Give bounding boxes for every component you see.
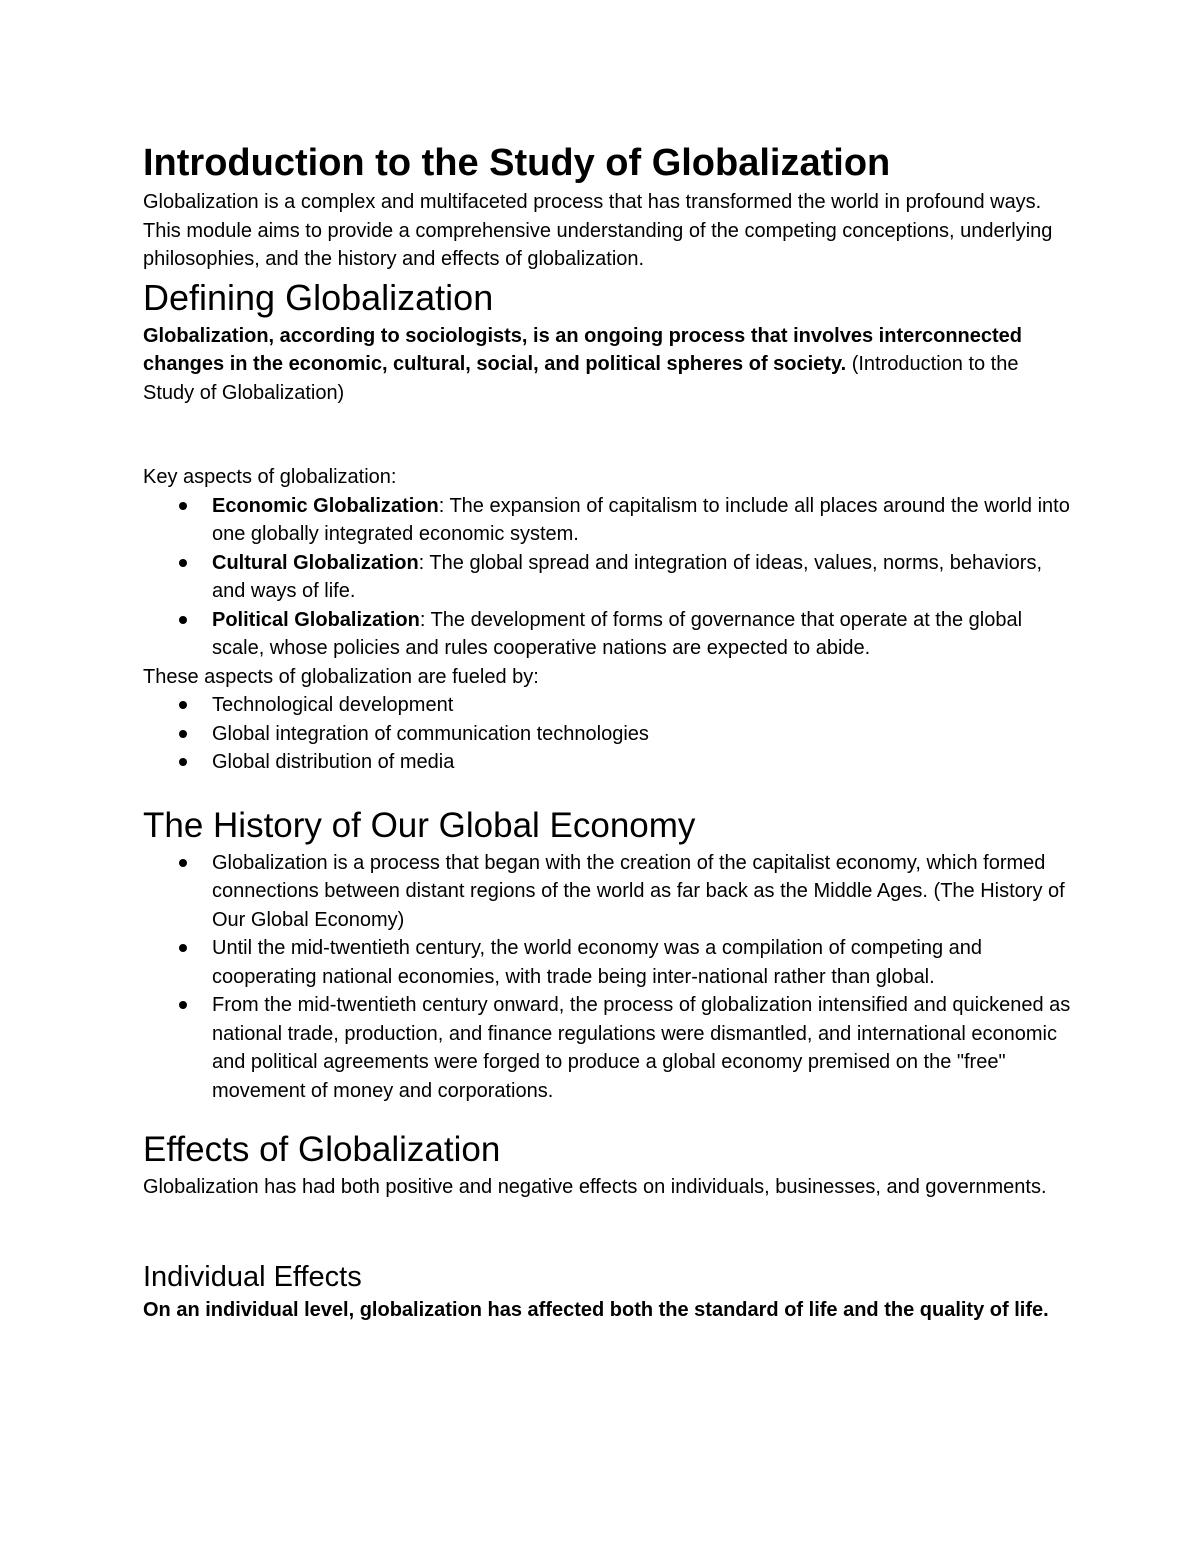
definition-source: (Introduction to the Study of Globalization) <box>143 353 1019 404</box>
aspect-text: : The development of forms of governance that operate at the global scale, whose policies and rules cooperative nations are expected to abide. <box>212 608 1023 659</box>
fueled-intro: These aspects of globalization are fueled by: <box>143 665 539 688</box>
intro-paragraph: Globalization is a complex and multifaceted process that has transformed the world in profound ways. This module aims to provide a comprehensive understanding of the competing conceptions, underlying philosophies, and the history and effects of globalization. <box>143 191 1053 270</box>
bullet-icon <box>179 616 187 624</box>
defining-heading: Defining Globalization <box>143 276 494 318</box>
document-page <box>143 138 1073 1324</box>
list-item <box>212 691 1073 720</box>
spacer <box>143 1202 1073 1258</box>
definition-bold: Globalization, according to sociologists, is an ongoing process that involves interconnected changes in the economic, cultural, social, and political spheres of society. <box>143 324 1023 375</box>
fueled-item: Technological development <box>212 694 454 716</box>
aspect-term: Economic Globalization <box>212 494 439 517</box>
bullet-icon <box>179 559 187 567</box>
history-point: Until the mid-twentieth century, the world economy was a compilation of competing and cooperating national economies, with trade being inter-national rather than global. <box>212 937 983 988</box>
history-list <box>143 849 1073 1106</box>
list-item <box>212 492 1073 549</box>
effects-paragraph: Globalization has had both positive and negative effects on individuals, businesses, and governments. <box>143 1176 1047 1198</box>
aspects-list <box>143 492 1073 663</box>
individual-paragraph: On an individual level, globalization has affected both the standard of life and the quality of life. <box>143 1298 1049 1321</box>
spacer <box>143 777 1073 803</box>
effects-heading: Effects of Globalization <box>143 1130 501 1169</box>
history-point: From the mid-twentieth century onward, the process of globalization intensified and quickened as national trade, production, and finance regulations were dismantled, and international economic and political agreements were forged to produce a global economy premised on the "free" movement of money and corporations. <box>212 994 1071 1102</box>
list-item <box>212 934 1073 991</box>
bullet-icon <box>179 758 187 766</box>
list-item <box>212 849 1073 935</box>
aspect-term: Cultural Globalization <box>212 551 419 574</box>
individual-heading: Individual Effects <box>143 1260 362 1293</box>
key-aspects-intro: Key aspects of globalization: <box>143 466 397 488</box>
spacer <box>143 407 1073 463</box>
bullet-icon <box>179 859 187 867</box>
spacer <box>143 1105 1073 1127</box>
list-item <box>212 748 1073 777</box>
bullet-icon <box>179 502 187 510</box>
list-item <box>212 606 1073 663</box>
bullet-icon <box>179 701 187 709</box>
fueled-item: Global integration of communication technologies <box>212 722 649 745</box>
document-title: Introduction to the Study of Globalization <box>143 142 891 184</box>
bullet-icon <box>179 730 187 738</box>
definition-paragraph <box>143 322 1073 408</box>
list-item <box>212 720 1073 749</box>
list-item <box>212 549 1073 606</box>
list-item <box>212 991 1073 1105</box>
bullet-icon <box>179 944 187 952</box>
history-heading: The History of Our Global Economy <box>143 805 696 845</box>
aspect-text: : The global spread and integration of ideas, values, norms, behaviors, and ways of life. <box>212 551 1043 602</box>
aspect-term: Political Globalization <box>212 608 420 631</box>
fueled-list <box>143 691 1073 777</box>
history-point: Globalization is a process that began with the creation of the capitalist economy, which formed connections between distant regions of the world as far back as the Middle Ages. (The History of Our Global Economy) <box>212 851 1065 931</box>
fueled-item: Global distribution of media <box>212 751 455 773</box>
aspect-text: : The expansion of capitalism to include all places around the world into one globally integrated economic system. <box>212 494 1070 545</box>
bullet-icon <box>179 1001 187 1009</box>
